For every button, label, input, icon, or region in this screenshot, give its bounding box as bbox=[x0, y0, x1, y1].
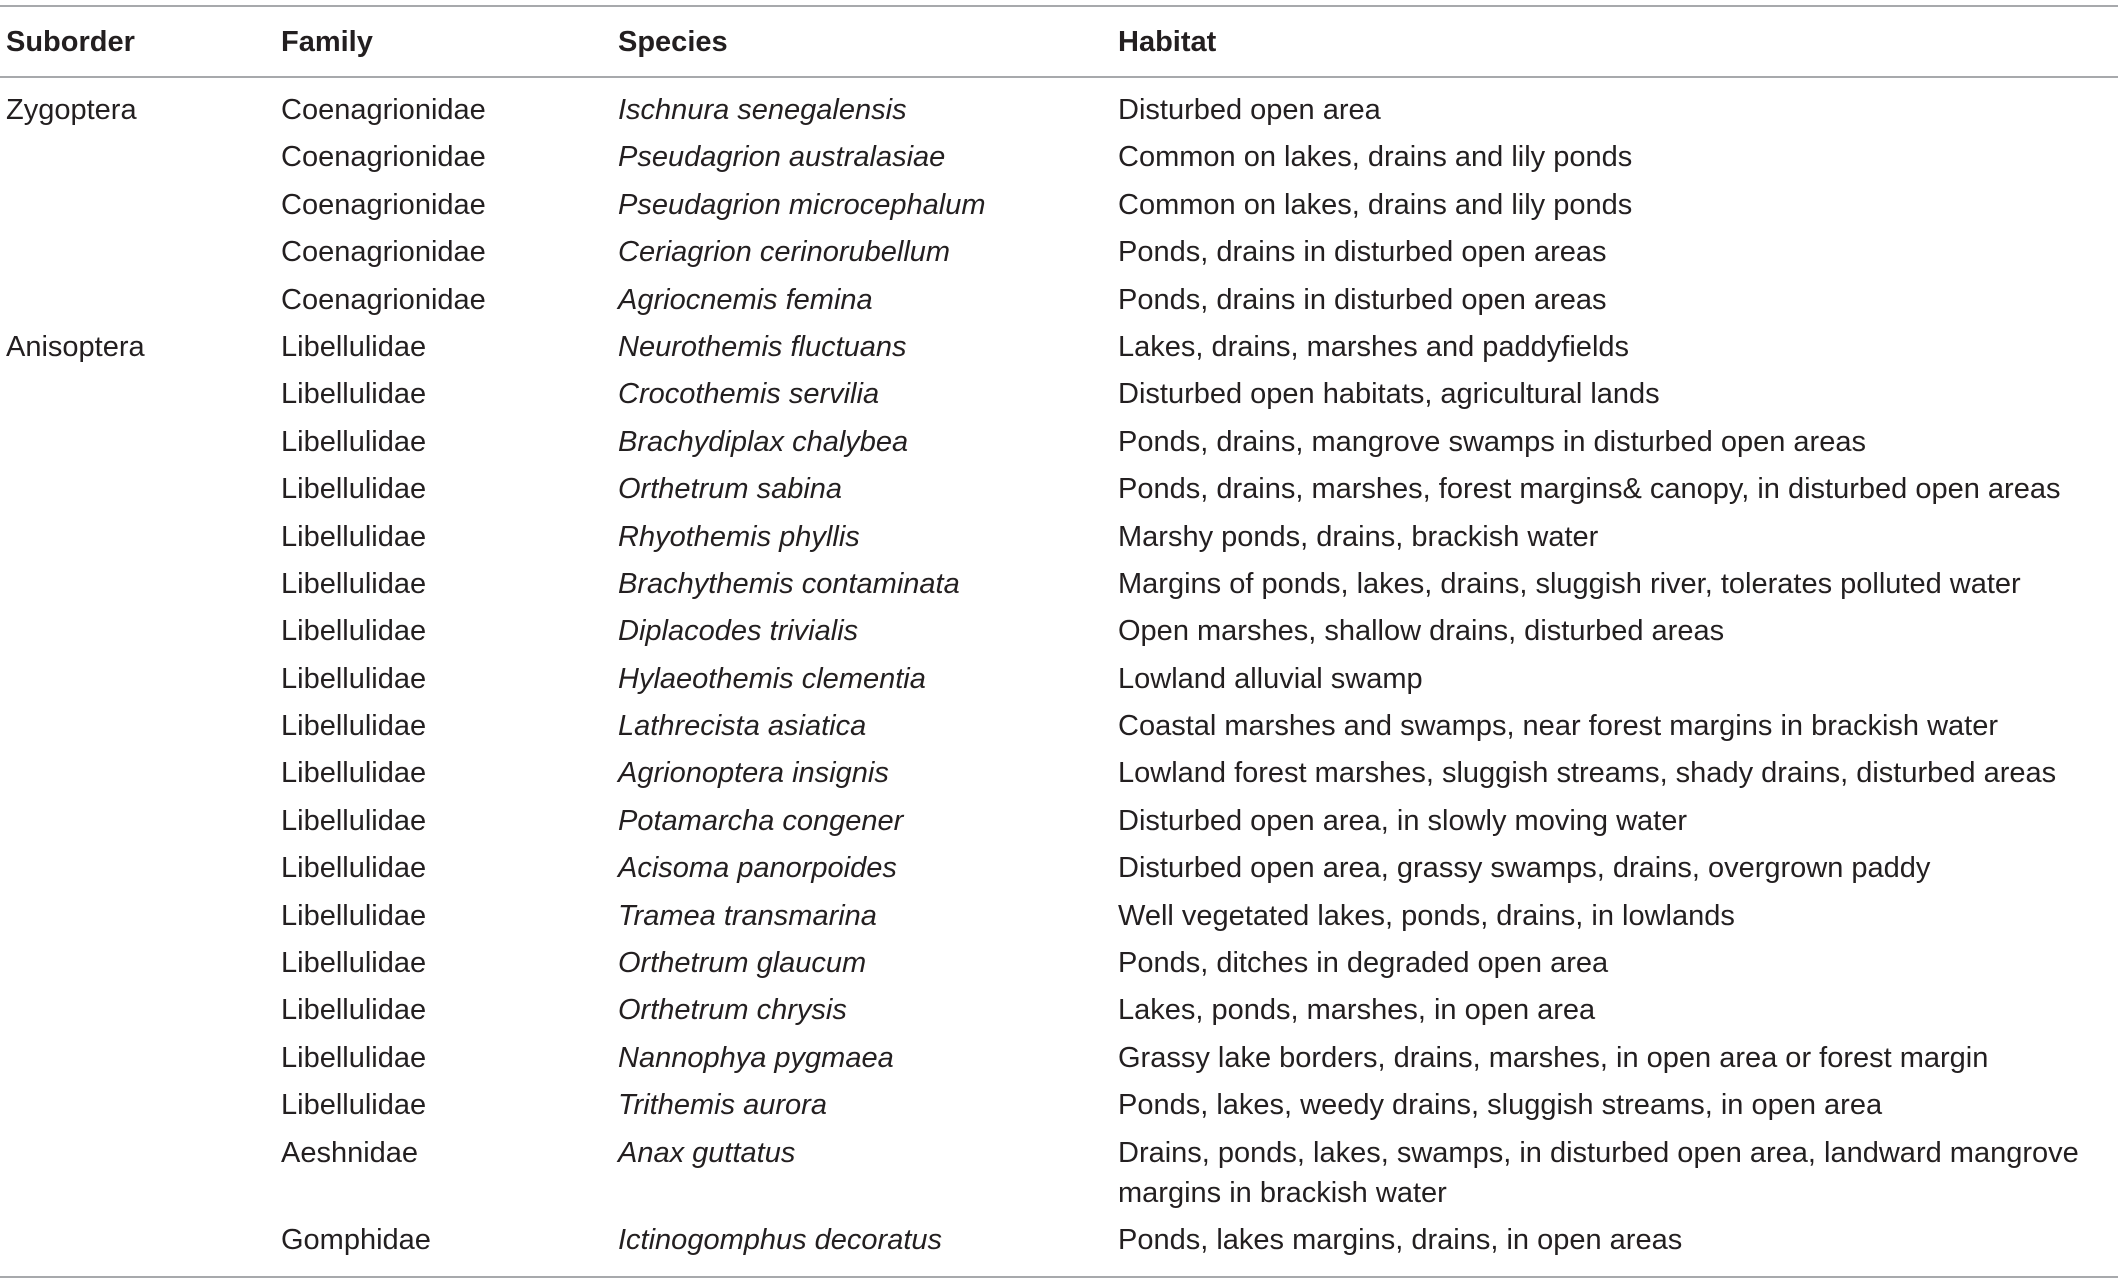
table-row bbox=[0, 1133, 2118, 1220]
cell-species: Tramea transmarina bbox=[618, 899, 877, 932]
cell-species: Ceriagrion cerinorubellum bbox=[618, 236, 951, 269]
cell-habitat: Margins of ponds, lakes, drains, sluggish river, tolerates polluted water bbox=[1118, 567, 2021, 600]
cell-habitat: Disturbed open area bbox=[1118, 94, 1381, 126]
cell-habitat: Common on lakes, drains and lily ponds bbox=[1118, 188, 1633, 221]
cell-habitat: Marshy ponds, drains, brackish water bbox=[1118, 520, 1599, 553]
table-row bbox=[0, 1220, 2118, 1267]
table-row bbox=[0, 753, 2118, 800]
table-bottom-rule bbox=[0, 1276, 2118, 1278]
cell-family: Aeshnidae bbox=[281, 1136, 419, 1169]
table-row bbox=[0, 517, 2118, 564]
cell-species: Agriocnemis femina bbox=[618, 283, 873, 316]
cell-habitat: Well vegetated lakes, ponds, drains, in lowlands bbox=[1118, 899, 1735, 932]
cell-habitat: Common on lakes, drains and lily ponds bbox=[1118, 141, 1633, 174]
cell-habitat: Ponds, drains in disturbed open areas bbox=[1118, 283, 1607, 316]
cell-family: Coenagrionidae bbox=[281, 236, 486, 269]
cell-suborder: Anisoptera bbox=[6, 330, 145, 363]
header-habitat: Habitat bbox=[1118, 26, 1217, 58]
cell-habitat: Ponds, drains, marshes, forest margins& canopy, in disturbed open areas bbox=[1118, 473, 2061, 506]
cell-family: Libellulidae bbox=[281, 1041, 427, 1074]
cell-family: Libellulidae bbox=[281, 757, 427, 790]
table-row bbox=[0, 280, 2118, 327]
header-suborder: Suborder bbox=[6, 26, 135, 58]
cell-habitat: Drains, ponds, lakes, swamps, in disturbed open area, landward mangrove margins in brackish water bbox=[1118, 1136, 2079, 1209]
table-row bbox=[0, 422, 2118, 469]
cell-family: Libellulidae bbox=[281, 378, 427, 411]
cell-family: Coenagrionidae bbox=[281, 94, 486, 126]
header-species: Species bbox=[618, 26, 728, 58]
cell-family: Libellulidae bbox=[281, 425, 427, 458]
table-top-rule bbox=[0, 5, 2118, 7]
cell-family: Libellulidae bbox=[281, 994, 427, 1027]
cell-family: Libellulidae bbox=[281, 710, 427, 743]
cell-family: Libellulidae bbox=[281, 330, 427, 363]
table-row bbox=[0, 327, 2118, 374]
cell-habitat: Lakes, drains, marshes and paddyfields bbox=[1118, 330, 1630, 363]
cell-habitat: Open marshes, shallow drains, disturbed areas bbox=[1118, 615, 1725, 648]
cell-species: Lathrecista asiatica bbox=[618, 710, 867, 743]
cell-habitat: Lowland forest marshes, sluggish streams, shady drains, disturbed areas bbox=[1118, 757, 2057, 790]
cell-family: Libellulidae bbox=[281, 473, 427, 506]
cell-species: Agrionoptera insignis bbox=[618, 757, 889, 790]
cell-species: Orthetrum sabina bbox=[618, 473, 843, 506]
cell-family: Libellulidae bbox=[281, 899, 427, 932]
cell-habitat: Ponds, drains, mangrove swamps in disturbed open areas bbox=[1118, 425, 1866, 458]
cell-habitat: Ponds, lakes, weedy drains, sluggish streams, in open area bbox=[1118, 1089, 1883, 1122]
cell-species: Orthetrum glaucum bbox=[618, 947, 867, 980]
cell-species: Ictinogomphus decoratus bbox=[618, 1223, 943, 1256]
header-family: Family bbox=[281, 26, 373, 58]
table-row bbox=[0, 185, 2118, 232]
cell-species: Ischnura senegalensis bbox=[618, 94, 907, 126]
cell-species: Diplacodes trivialis bbox=[618, 615, 859, 648]
cell-habitat: Disturbed open area, in slowly moving water bbox=[1118, 804, 1687, 837]
cell-family: Libellulidae bbox=[281, 662, 427, 695]
table-row bbox=[0, 611, 2118, 658]
table-row bbox=[0, 896, 2118, 943]
cell-family: Coenagrionidae bbox=[281, 141, 486, 174]
cell-family: Coenagrionidae bbox=[281, 283, 486, 316]
table-row bbox=[0, 232, 2118, 279]
table-row bbox=[0, 990, 2118, 1037]
cell-family: Libellulidae bbox=[281, 804, 427, 837]
cell-habitat: Lakes, ponds, marshes, in open area bbox=[1118, 994, 1596, 1027]
cell-habitat: Lowland alluvial swamp bbox=[1118, 662, 1423, 695]
cell-species: Hylaeothemis clementia bbox=[618, 662, 926, 695]
table-row bbox=[0, 90, 2118, 137]
cell-habitat: Grassy lake borders, drains, marshes, in open area or forest margin bbox=[1118, 1041, 1989, 1074]
cell-species: Pseudagrion australasiae bbox=[618, 141, 946, 174]
cell-species: Anax guttatus bbox=[618, 1136, 796, 1169]
table-row bbox=[0, 564, 2118, 611]
cell-family: Libellulidae bbox=[281, 615, 427, 648]
table-row bbox=[0, 659, 2118, 706]
cell-species: Brachydiplax chalybea bbox=[618, 425, 909, 458]
cell-habitat: Ponds, drains in disturbed open areas bbox=[1118, 236, 1607, 269]
cell-species: Crocothemis servilia bbox=[618, 378, 880, 411]
cell-habitat: Ponds, ditches in degraded open area bbox=[1118, 947, 1609, 980]
cell-habitat: Disturbed open area, grassy swamps, drains, overgrown paddy bbox=[1118, 852, 1931, 885]
cell-species: Potamarcha congener bbox=[618, 804, 904, 837]
cell-species: Neurothemis fluctuans bbox=[618, 330, 907, 363]
cell-species: Brachythemis contaminata bbox=[618, 567, 960, 600]
cell-family: Libellulidae bbox=[281, 852, 427, 885]
cell-suborder: Zygoptera bbox=[6, 94, 137, 126]
table-header-rule bbox=[0, 76, 2118, 78]
table-header-row bbox=[0, 14, 2118, 70]
table-row bbox=[0, 943, 2118, 990]
cell-species: Nannophya pygmaea bbox=[618, 1041, 894, 1074]
table-row bbox=[0, 469, 2118, 516]
cell-habitat: Disturbed open habitats, agricultural lands bbox=[1118, 378, 1660, 411]
cell-species: Rhyothemis phyllis bbox=[618, 520, 860, 553]
cell-family: Libellulidae bbox=[281, 1089, 427, 1122]
table-row bbox=[0, 137, 2118, 184]
cell-family: Gomphidae bbox=[281, 1223, 431, 1256]
table-body bbox=[0, 90, 2118, 1267]
cell-family: Libellulidae bbox=[281, 567, 427, 600]
cell-species: Orthetrum chrysis bbox=[618, 994, 847, 1027]
table-row bbox=[0, 848, 2118, 895]
cell-habitat: Ponds, lakes margins, drains, in open areas bbox=[1118, 1223, 1683, 1256]
table-row bbox=[0, 706, 2118, 753]
cell-habitat: Coastal marshes and swamps, near forest margins in brackish water bbox=[1118, 710, 1999, 743]
cell-family: Libellulidae bbox=[281, 520, 427, 553]
cell-family: Coenagrionidae bbox=[281, 188, 486, 221]
cell-species: Trithemis aurora bbox=[618, 1089, 827, 1122]
table-row bbox=[0, 1085, 2118, 1132]
table-row bbox=[0, 1038, 2118, 1085]
table-row bbox=[0, 374, 2118, 421]
table-row bbox=[0, 801, 2118, 848]
cell-species: Acisoma panorpoides bbox=[618, 852, 897, 885]
cell-family: Libellulidae bbox=[281, 947, 427, 980]
cell-species: Pseudagrion microcephalum bbox=[618, 188, 986, 221]
